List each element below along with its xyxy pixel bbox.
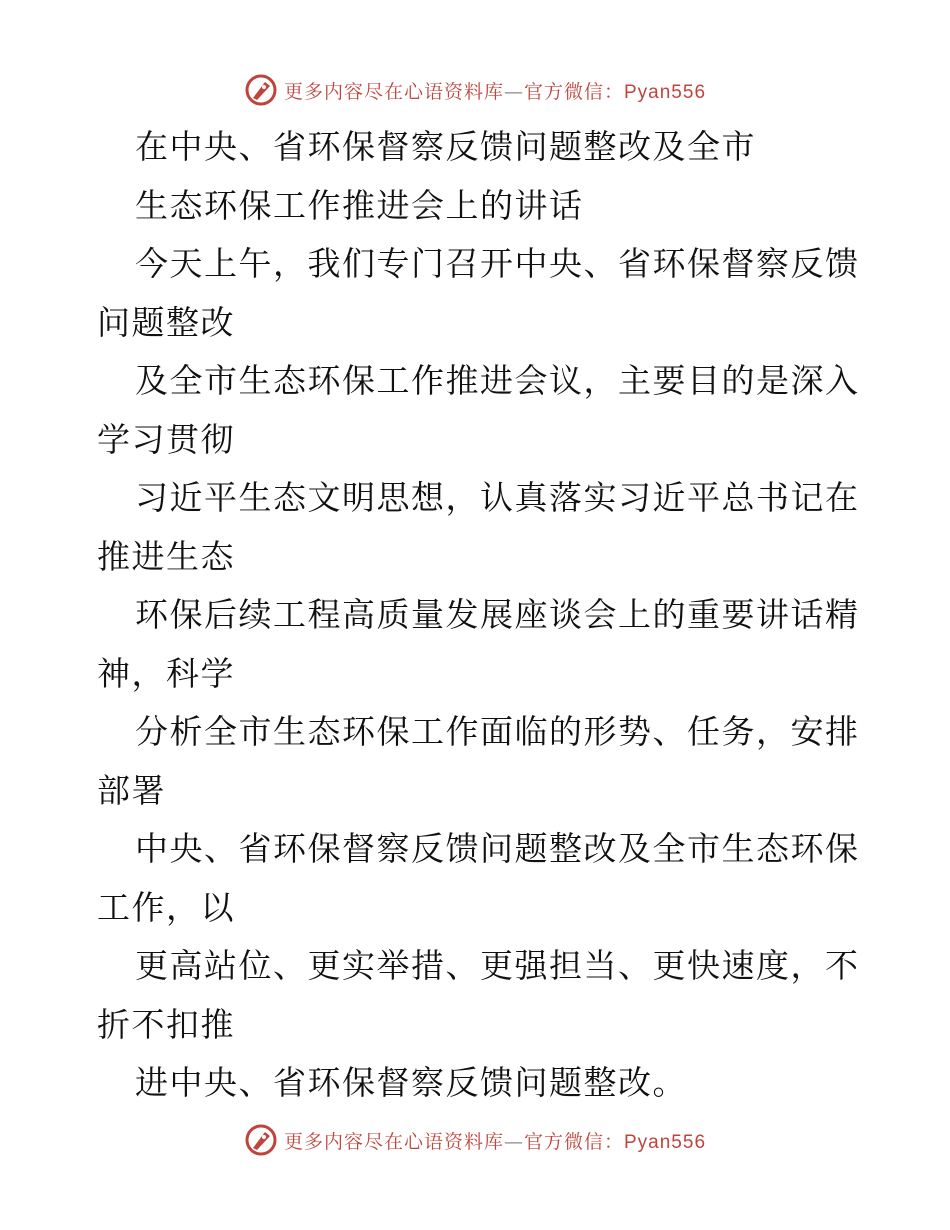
text-line: 折不扣推 [97, 1004, 235, 1044]
pen-nib-circle-icon [244, 1123, 278, 1157]
header-watermark [0, 70, 950, 110]
text-line: 及全市生态环保工作推进会议，主要目的是深入 [135, 361, 860, 400]
pen-nib-circle-icon [244, 73, 278, 107]
text-line: 分析全市生态环保工作面临的形势、任务，安排 [135, 712, 860, 751]
text-line: 在中央、省环保督察反馈问题整改及全市 [135, 127, 756, 166]
text-line: 今天上午，我们专门召开中央、省环保督察反馈 [135, 244, 860, 283]
text-line: 工作，以 [97, 887, 235, 927]
text-line: 中央、省环保督察反馈问题整改及全市生态环保 [135, 829, 860, 868]
document-body [97, 118, 860, 1113]
watermark-text: 更多内容尽在心语资料库—官方微信：Pyan556 [283, 80, 707, 103]
text-line: 学习贯彻 [97, 419, 235, 459]
text-line: 进中央、省环保督察反馈问题整改。 [135, 1063, 687, 1102]
text-line: 环保后续工程高质量发展座谈会上的重要讲话精 [135, 595, 860, 634]
text-line: 习近平生态文明思想，认真落实习近平总书记在 [135, 478, 860, 517]
text-line: 生态环保工作推进会上的讲话 [135, 185, 584, 225]
text-line: 更高站位、更实举措、更强担当、更快速度，不 [135, 946, 860, 985]
watermark-text: 更多内容尽在心语资料库—官方微信：Pyan556 [283, 1130, 707, 1153]
footer-watermark [0, 1120, 950, 1160]
text-line: 问题整改 [97, 302, 235, 342]
text-line: 推进生态 [97, 536, 235, 576]
text-line: 部署 [97, 770, 166, 810]
text-line: 神，科学 [97, 653, 235, 693]
